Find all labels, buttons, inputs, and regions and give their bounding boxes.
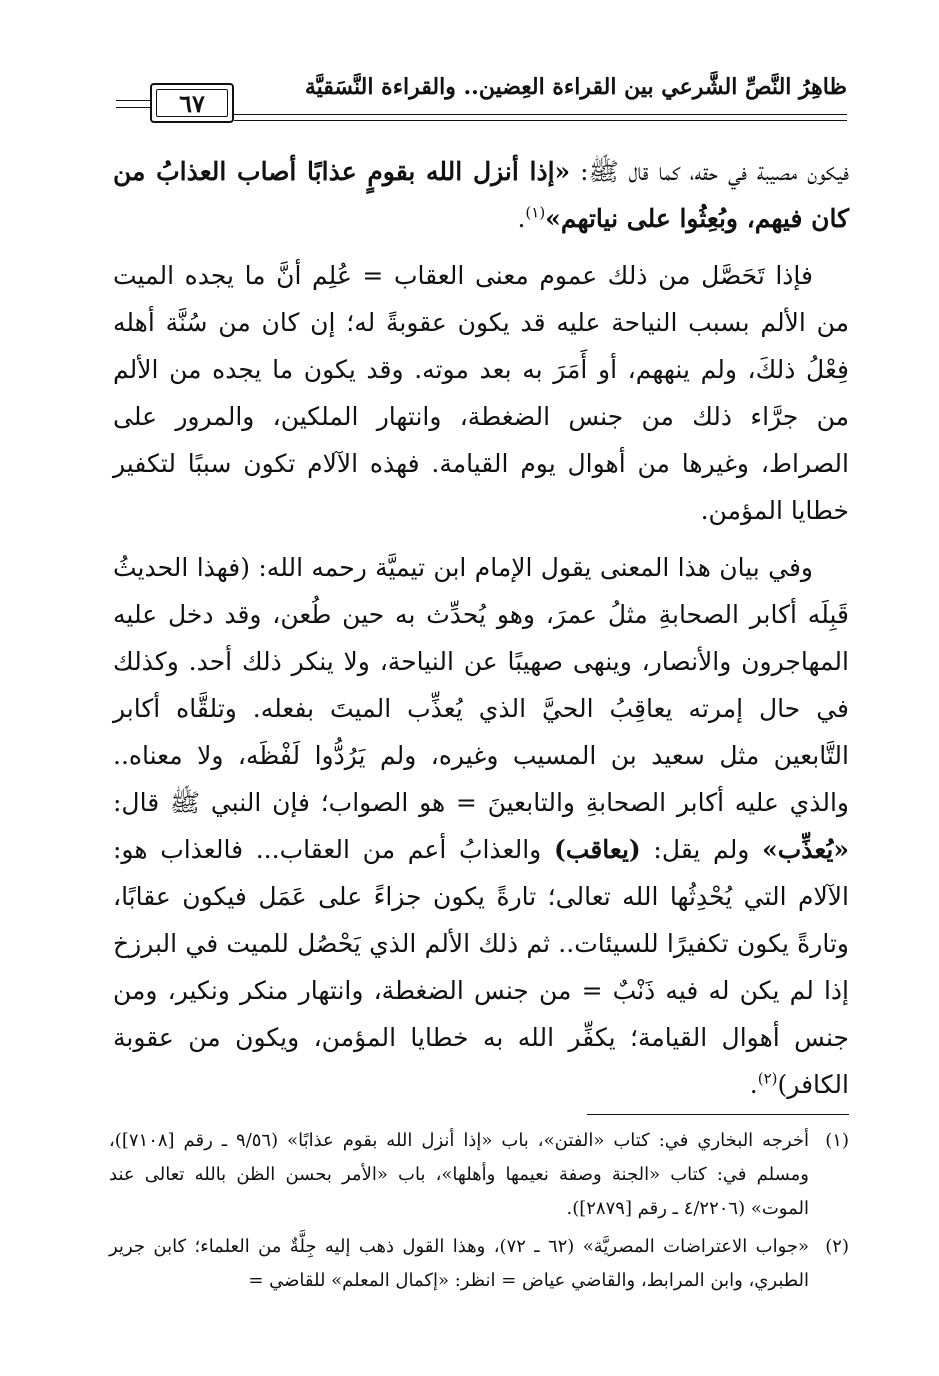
running-title: ظاهِرُ النَّصِّ الشَّرعي بين القراءة العِضين.. والقراءة النَّسَقيَّة <box>304 74 847 100</box>
paragraph-3 <box>113 544 849 1108</box>
page-number-frame <box>150 83 234 123</box>
header-rule-left-top <box>116 100 150 101</box>
paragraph-3-end: . <box>749 1070 758 1099</box>
footnotes <box>109 1124 849 1302</box>
footnote-text: «جواب الاعتراضات المصريَّة» (٦٢ ـ ٧٢)، وهذا القول ذهب إليه جِلَّةٌ من العلماء؛ كابن جرير الطبري، وابن المرابط، والقاضي عياض = انظر: «إكمال المعلم» للقاضي = <box>109 1236 810 1291</box>
header-rule-right-top <box>234 114 847 115</box>
paragraph-1 <box>113 148 849 242</box>
paragraph-3-text-c: والعذابُ أعم من العقاب... فالعذاب هو: الآلام التي يُحْدِثُها الله تعالى؛ تارةً يكون جزاءً على عَمَل فيكون عقابًا، وتارةً يكون تكفيرًا للسيئات.. ثم ذلك الألم الذي يَحْصُل للميت في البرزخ إذا لم يكن له فيه ذَنْبٌ = من جنس الضغطة، وانتهار منكر ونكير، ومن جنس أهوال القيامة؛ يكفِّر الله به خطايا المؤمن، ويكون من عقوبة الكافر) <box>113 835 849 1099</box>
footnote-text: أخرجه البخاري في: كتاب «الفتن»، باب «إذا أنزل الله بقوم عذابًا» (٩/٥٦ ـ رقم [٧١٠٨])، ومسلم في: كتاب «الجنة وصفة نعيمها وأهلها»، باب «الأمر بحسن الظن بالله تعالى عند الموت» (٤/٢٢٠٦ ـ رقم [٢٨٧٩]). <box>109 1130 809 1219</box>
page-number: ٦٧ <box>179 89 205 118</box>
footnote-ref-2: (٢) <box>757 1069 778 1088</box>
paragraph-2: فإذا تَحَصَّل من ذلك عموم معنى العقاب = عُلِم أنَّ ما يجده الميت من الألم بسبب النياحة عليه قد يكون عقوبةً له؛ إن كان من سُنَّة أهله فِعْلُ ذلكَ، ولم ينههم، أو أَمَرَ به بعد موته. وقد يكون ما يجده من الألم من جرَّاء ذلك من جنس الضغطة، وانتهار الملكين، والمرور على الصراط، وغيرها من أهوال يوم القيامة. فهذه الآلام تكون سببًا لتكفير خطايا المؤمن. <box>113 261 849 525</box>
footnote-separator <box>587 1114 849 1115</box>
footnote-ref-1: (١) <box>525 203 546 222</box>
header-rule-right-bottom <box>234 120 847 121</box>
footnote-1 <box>109 1124 849 1226</box>
footnote-2 <box>109 1230 849 1298</box>
paragraph-1-intro: فيكون مصيبة في حقه، كما قال ﷺ: <box>570 157 849 186</box>
hadith-quote: «إذا أنزل الله بقومٍ عذابًا أصاب العذابُ من كان فيهم، وبُعِثُوا على نياتهم» <box>113 157 849 233</box>
paragraph-3-text-b: ولم يقل: <box>640 835 763 864</box>
footnote-number: (٢) <box>825 1236 849 1257</box>
header-rule-left-bottom <box>116 107 150 108</box>
main-text <box>113 148 849 1108</box>
paragraph-1-end: . <box>517 204 526 233</box>
quoted-word-yuaqib: (يعاقب) <box>553 835 641 864</box>
quoted-word-yuadhib: «يُعذِّب» <box>762 835 849 864</box>
paragraph-3-text-a: وفي بيان هذا المعنى يقول الإمام ابن تيميَّة رحمه الله: (فهذا الحديثُ قَبِلَه أكابر الصحابةِ مثلُ عمرَ، وهو يُحدِّث به حين طُعن، وقد دخل عليه المهاجرون والأنصار، وينهى صهيبًا عن النياحة، ولا ينكر ذلك أحد. وكذلك في حال إمرته يعاقِبُ الحيَّ الذي يُعذِّب الميتَ بفعله. وتلقَّاه أكابر التَّابعين مثل سعيد بن المسيب وغيره، ولم يَرُدُّوا لَفْظَه، ولا معناه.. والذي عليه أكابر الصحابةِ والتابعينَ = هو الصواب؛ فإن النبي ﷺ قال: <box>113 553 849 817</box>
footnote-number: (١) <box>825 1130 849 1151</box>
